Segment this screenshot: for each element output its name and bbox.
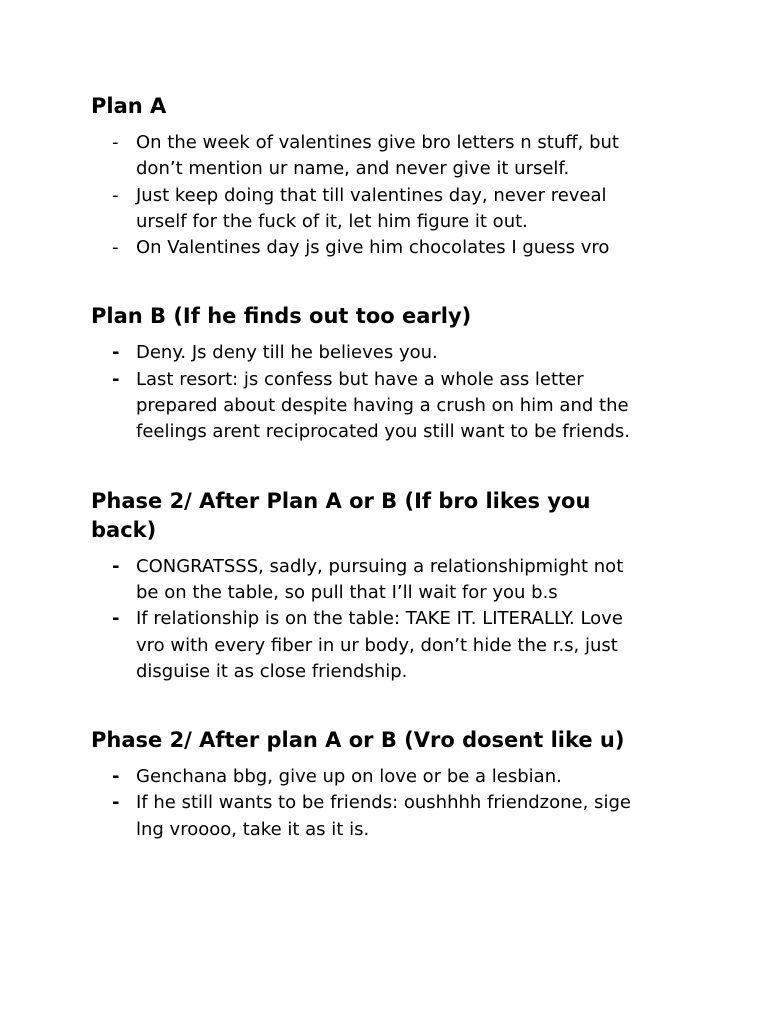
- section-title: Plan B (If he finds out too early): [91, 304, 472, 329]
- list-item: [91, 130, 651, 183]
- list-item: [91, 235, 651, 261]
- list-item-text: If relationship is on the table: TAKE IT. LITERALLY. Love vro with every fiber in ur body, don’t hide the r.s, just disguise it as close friendship.: [136, 608, 623, 682]
- bullet-list: [91, 130, 691, 261]
- dash-bullet-icon: -: [112, 608, 120, 630]
- list-item: [91, 790, 651, 843]
- list-item: [91, 367, 651, 446]
- list-item-text: Deny. Js deny till he believes you.: [136, 342, 438, 364]
- section-title: Phase 2/ After Plan A or B (If bro likes you back): [91, 488, 591, 542]
- section-title: Plan A: [91, 94, 167, 118]
- dash-bullet-icon: -: [112, 237, 119, 259]
- list-item-text: Last resort: js confess but have a whole ass letter prepared about despite having a crush on him and the feelings arent reciprocated you still want to be friends.: [136, 368, 630, 443]
- bullet-list: [91, 764, 691, 843]
- dash-bullet-icon: -: [112, 132, 119, 153]
- dash-bullet-icon: -: [112, 342, 120, 364]
- section-phase-2-likes-back: [91, 487, 691, 685]
- list-item: [91, 606, 651, 685]
- dash-bullet-icon: -: [112, 766, 120, 788]
- bullet-list: [91, 554, 691, 685]
- section-phase-2-not-like: [91, 726, 691, 843]
- bullet-list: [91, 340, 691, 445]
- list-item-text: CONGRATSSS, sadly, pursuing a relationshipmight not be on the table, so pull that I’ll wait for you b.s: [136, 555, 624, 603]
- document-page: [91, 92, 691, 843]
- dash-bullet-icon: -: [112, 555, 120, 577]
- list-item-text: Just keep doing that till valentines day, never reveal urself for the fuck of it, let him figure it out.: [136, 184, 607, 232]
- list-item: [91, 764, 651, 790]
- list-item: [91, 183, 651, 236]
- list-item-text: Genchana bbg, give up on love or be a lesbian.: [136, 766, 562, 788]
- list-item-text: On Valentines day js give him chocolates I guess vro: [136, 237, 610, 259]
- section-plan-a: [91, 92, 691, 261]
- section-plan-b: [91, 302, 691, 445]
- dash-bullet-icon: -: [112, 368, 120, 390]
- list-item: [91, 554, 651, 607]
- list-item-text: If he still wants to be friends: oushhhh friendzone, sige lng vroooo, take it as it is.: [136, 792, 631, 840]
- list-item-text: On the week of valentines give bro letters n stuff, but don’t mention ur name, and never give it urself.: [136, 132, 619, 180]
- dash-bullet-icon: -: [112, 184, 119, 206]
- dash-bullet-icon: -: [112, 792, 120, 814]
- section-title: Phase 2/ After plan A or B (Vro dosent like u): [91, 728, 625, 753]
- list-item: [91, 340, 651, 366]
